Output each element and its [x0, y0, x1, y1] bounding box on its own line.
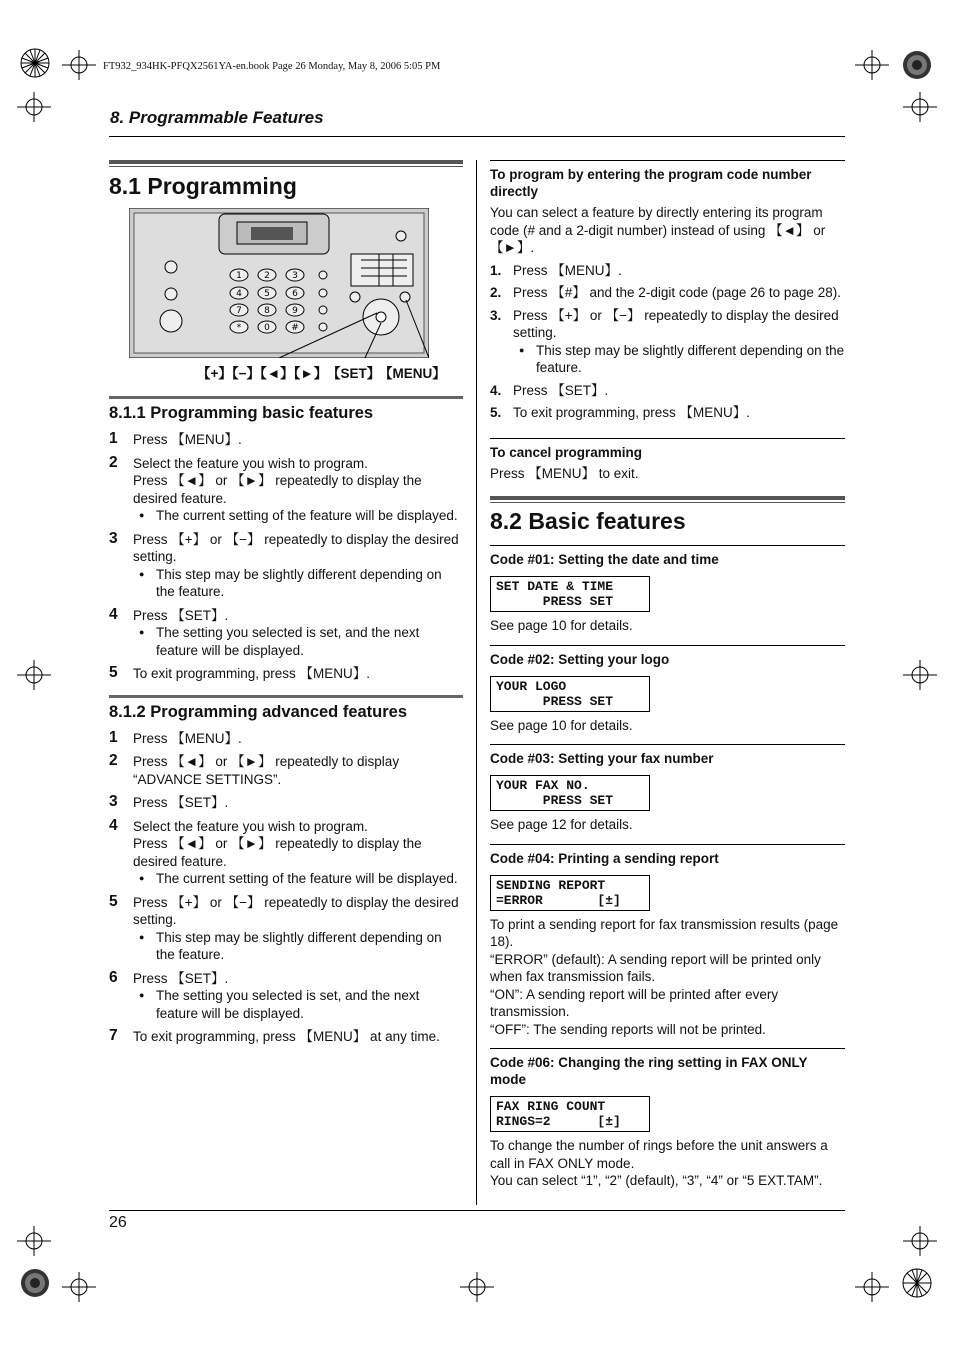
file-header: FT932_934HK-PFQX2561YA-en.book Page 26 Monday, May 8, 2006 5:05 PM [103, 61, 441, 72]
svg-text:2: 2 [264, 271, 270, 281]
step-text: Press 【+】 or 【−】 repeatedly to display the desired setting. [133, 531, 459, 564]
svg-text:*: * [236, 323, 242, 333]
registration-mark-icon [10, 1258, 60, 1308]
code-description: “ERROR” (default): A sending report will be printed only when fax transmission fails. [490, 951, 821, 984]
crosshair-icon [17, 660, 51, 690]
nav-keys-label: 【+】【−】【◄】【►】 [197, 366, 328, 381]
fax-device-icon [129, 208, 429, 358]
step-text: To exit programming, press 【MENU】. [513, 405, 751, 420]
step-text: Press 【◄】 or 【►】 repeatedly to display “ADVANCE SETTINGS”. [133, 754, 400, 787]
code-heading: Code #03: Setting your fax number [490, 751, 714, 766]
step-item [109, 531, 463, 601]
code-description: See page 12 for details. [490, 817, 633, 832]
code-section [490, 645, 845, 735]
step-item [490, 284, 845, 302]
step-number: 7 [109, 1027, 118, 1044]
step-note: ● The setting you selected is set, and the next feature will be displayed. [133, 624, 463, 659]
subsection-bar [109, 695, 463, 698]
step-note: ● The current setting of the feature will be displayed. [133, 507, 463, 525]
crosshair-icon [17, 92, 51, 122]
advanced-steps-list [109, 730, 463, 1046]
code-description: See page 10 for details. [490, 618, 633, 633]
step-number: 2 [109, 453, 118, 471]
header-rule [109, 136, 845, 137]
step-note: ● This step may be slightly different depending on the feature. [513, 342, 845, 377]
step-text: To exit programming, press 【MENU】. [133, 666, 371, 681]
rule [490, 744, 845, 745]
rule [490, 645, 845, 646]
step-text: Press 【MENU】. [133, 432, 242, 447]
step-item [490, 307, 845, 377]
step-item [109, 1028, 463, 1046]
lcd-display: YOUR LOGO PRESS SET [490, 676, 650, 712]
step-text: Select the feature you wish to program. [133, 818, 368, 834]
svg-text:4: 4 [236, 289, 242, 299]
step-item [109, 753, 463, 788]
registration-mark-icon [10, 38, 60, 88]
registration-mark-icon [892, 40, 942, 90]
svg-text:5: 5 [264, 289, 270, 299]
step-item [109, 970, 463, 1023]
step-item [109, 730, 463, 748]
cancel-heading: To cancel programming [490, 444, 643, 460]
menu-key-label: 【MENU】 [379, 366, 446, 381]
code-description: To change the number of rings before the unit answers a call in FAX ONLY mode. [490, 1138, 828, 1171]
step-number: 3 [109, 793, 118, 810]
step-item [109, 431, 463, 449]
step-text: Press 【MENU】. [513, 262, 622, 278]
code-description: To print a sending report for fax transmission results (page 18). [490, 916, 839, 949]
code-heading: Code #02: Setting your logo [490, 651, 670, 667]
footer-rule [109, 1210, 845, 1211]
svg-text:#: # [291, 323, 299, 333]
step-number: 4 [109, 816, 118, 834]
set-key-label: 【SET】 [327, 366, 381, 381]
lcd-display: SET DATE & TIME PRESS SET [490, 576, 650, 612]
step-item [490, 404, 845, 422]
code-description: “ON”: A sending report will be printed after every transmission. [490, 986, 779, 1019]
code-heading: Code #01: Setting the date and time [490, 552, 719, 567]
step-text: Press 【MENU】. [133, 730, 242, 746]
step-number: 5. [490, 405, 502, 420]
lcd-display: FAX RING COUNT RINGS=2 [±] [490, 1096, 650, 1132]
step-number: 1 [109, 430, 118, 447]
step-text: Press 【#】 and the 2-digit code (page 26 to page 28). [513, 285, 841, 300]
code-section [490, 545, 845, 635]
crosshair-icon [460, 1272, 494, 1302]
rule [490, 545, 845, 546]
step-text: Press 【+】 or 【−】 repeatedly to display the desired setting. [513, 307, 839, 340]
code-description: See page 10 for details. [490, 717, 633, 733]
step-text: Press 【SET】. [133, 795, 229, 810]
code-heading: Code #06: Changing the ring setting in FAX ONLY mode [490, 1055, 808, 1087]
subsection-bar [109, 396, 463, 399]
crosshair-icon [903, 660, 937, 690]
section-title: 8.1 Programming [109, 173, 297, 199]
step-number: 5 [109, 892, 118, 910]
svg-text:3: 3 [292, 271, 298, 281]
step-item [490, 382, 845, 400]
code-section [490, 744, 845, 834]
step-note: ● This step may be slightly different depending on the feature. [133, 929, 463, 964]
code-heading: Code #04: Printing a sending report [490, 850, 719, 866]
direct-steps-list [490, 262, 845, 422]
step-item [109, 607, 463, 660]
title-bar [109, 160, 463, 167]
svg-text:0: 0 [264, 323, 270, 333]
crosshair-icon [62, 50, 96, 80]
right-column [490, 160, 845, 1190]
fax-device-illustration [129, 208, 429, 358]
step-number: 5 [109, 664, 118, 681]
column-divider [476, 160, 477, 1205]
code-section [490, 844, 845, 1039]
code-description: You can select “1”, “2” (default), “3”, “4” or “5 EXT.TAM”. [490, 1173, 823, 1188]
rule [490, 160, 845, 161]
step-text: Press 【◄】 or 【►】 repeatedly to display the desired feature. [133, 473, 422, 506]
step-text: Press 【◄】 or 【►】 repeatedly to display the desired feature. [133, 836, 422, 869]
page-number: 26 [109, 1214, 127, 1231]
svg-text:8: 8 [264, 306, 270, 316]
crosshair-icon [855, 50, 889, 80]
left-column [109, 160, 463, 1052]
crosshair-icon [17, 1226, 51, 1256]
code-description: “OFF”: The sending reports will not be printed. [490, 1021, 766, 1037]
svg-text:9: 9 [292, 306, 298, 316]
crosshair-icon [855, 1272, 889, 1302]
code-section [490, 1048, 845, 1190]
step-item [109, 818, 463, 888]
step-item [109, 794, 463, 812]
rule [490, 438, 845, 439]
lcd-display: SENDING REPORT =ERROR [±] [490, 875, 650, 911]
step-number: 3. [490, 307, 502, 323]
step-number: 4 [109, 605, 118, 623]
code-list [490, 545, 845, 1190]
step-text: To exit programming, press 【MENU】 at any time. [133, 1029, 440, 1044]
crosshair-icon [903, 1226, 937, 1256]
lcd-display: YOUR FAX NO. PRESS SET [490, 775, 650, 811]
step-item [109, 455, 463, 525]
cancel-text: Press 【MENU】 to exit. [490, 465, 639, 481]
basic-features-title: 8.2 Basic features [490, 508, 686, 534]
step-text: Select the feature you wish to program. [133, 455, 368, 471]
step-number: 3 [109, 529, 118, 547]
step-number: 4. [490, 382, 502, 398]
basic-steps-list [109, 431, 463, 683]
step-number: 2 [109, 752, 118, 769]
step-item [490, 262, 845, 280]
step-number: 1 [109, 728, 118, 746]
step-number: 1. [490, 262, 502, 278]
svg-text:1: 1 [236, 271, 242, 281]
step-text: Press 【SET】. [133, 607, 229, 623]
step-text: Press 【SET】. [133, 970, 229, 986]
step-item [109, 894, 463, 964]
step-text: Press 【SET】. [513, 382, 609, 398]
step-note: ● The setting you selected is set, and the next feature will be displayed. [133, 987, 463, 1022]
subsection-heading: 8.1.1 Programming basic features [109, 404, 374, 422]
svg-text:7: 7 [236, 306, 242, 316]
subsection-heading: 8.1.2 Programming advanced features [109, 702, 408, 721]
step-number: 6 [109, 968, 118, 986]
svg-text:6: 6 [292, 289, 298, 299]
rule [490, 844, 845, 845]
step-number: 2. [490, 285, 502, 300]
step-note: ● This step may be slightly different depending on the feature. [133, 566, 463, 601]
direct-intro: You can select a feature by directly entering its program code (# and a 2-digit number) instead of using 【◄】 or 【►】. [490, 205, 826, 255]
rule [490, 1048, 845, 1049]
crosshair-icon [62, 1272, 96, 1302]
step-note: ● The current setting of the feature will be displayed. [133, 870, 463, 888]
step-text: Press 【+】 or 【−】 repeatedly to display the desired setting. [133, 894, 459, 927]
crosshair-icon [903, 92, 937, 122]
section-header: 8. Programmable Features [110, 108, 324, 127]
device-key-labels [109, 358, 463, 384]
registration-mark-icon [892, 1258, 942, 1308]
title-bar [490, 496, 845, 503]
direct-heading: To program by entering the program code number directly [490, 167, 812, 199]
step-item [109, 665, 463, 683]
